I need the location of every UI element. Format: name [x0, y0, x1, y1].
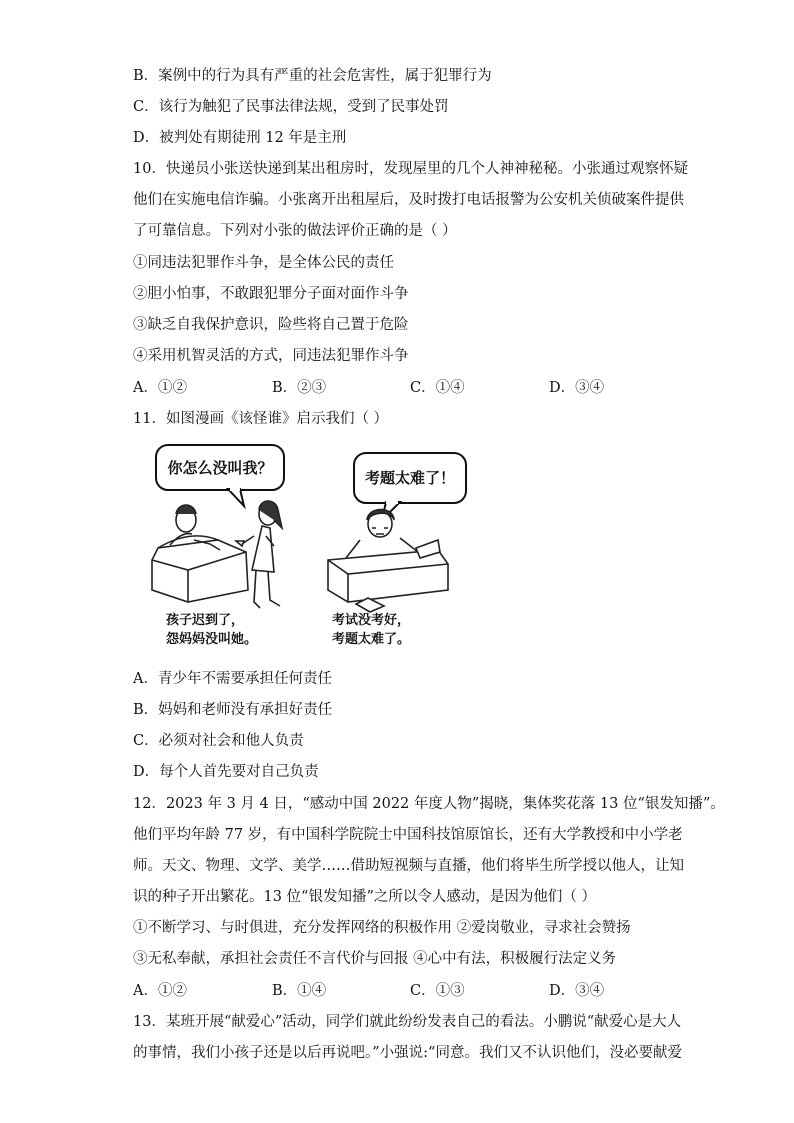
q11-option-a: A．青少年不需要承担任何责任	[133, 671, 332, 687]
bubble-left-text: 你怎么没叫我？	[167, 459, 273, 477]
q10-statement-4: ④采用机智灵活的方式，同违法犯罪作斗争	[133, 348, 409, 364]
speech-bubble-left	[156, 445, 284, 506]
q9-option-c: C．该行为触犯了民事法律法规，受到了民事处罚	[133, 99, 449, 115]
q12-stem-line-1: 12．2023 年 3 月 4 日，“感动中国 2022 年度人物”揭晓，集体奖花落 13 位“银发知播”。	[133, 796, 725, 812]
q13-stem-line-2: 的事情，我们小孩子还是以后再说吧。”小强说:“同意。我们又不认识他们，没必要献爱	[133, 1045, 682, 1061]
q11-option-b: B．妈妈和老师没有承担好责任	[133, 702, 333, 718]
caption-right-line-1: 考试没考好，	[332, 613, 411, 628]
q9-option-d: D．被判处有期徒刑 12 年是主刑	[133, 130, 347, 146]
q10-statement-1: ①同违法犯罪作斗争，是全体公民的责任	[133, 255, 394, 271]
q10-option-a: A．①②	[133, 380, 187, 396]
q12-option-a: A．①②	[133, 983, 187, 999]
speech-bubble-right	[354, 453, 466, 520]
q12-statements-3-4: ③无私奉献，承担社会责任不言代价与回报 ④心中有法，积极履行法定义务	[133, 951, 617, 967]
q12-stem-line-2: 他们平均年龄 77 岁，有中国科学院院士中国科技馆原馆长，还有大学教授和中小学老	[133, 827, 683, 843]
right-scene-drawing	[328, 510, 448, 613]
q10-statement-2: ②胆小怕事，不敢跟犯罪分子面对面作斗争	[133, 286, 409, 302]
q10-option-b: B．②③	[272, 380, 327, 396]
q11-option-d: D．每个人首先要对自己负责	[133, 764, 319, 780]
q12-option-d: D．③④	[549, 983, 605, 999]
q9-option-b: B．案例中的行为具有严重的社会危害性，属于犯罪行为	[133, 68, 492, 84]
q12-option-b: B．①④	[272, 983, 327, 999]
q12-stem-line-4: 识的种子开出繁花。13 位“银发知播”之所以令人感动，是因为他们（ ）	[133, 889, 596, 905]
q10-stem-line-2: 他们在实施电信诈骗。小张离开出租屋后，及时拨打电话报警为公安机关侦破案件提供	[133, 192, 684, 208]
q10-statement-3: ③缺乏自我保护意识，险些将自己置于危险	[133, 317, 409, 333]
left-scene-drawing	[152, 501, 282, 608]
q12-option-c: C．①③	[410, 983, 465, 999]
q12-stem-line-3: 师。天文、物理、文学、美学……借助短视频与直播，他们将毕生所学授以他人，让知	[133, 858, 684, 874]
q10-stem-line-1: 10．快递员小张送快递到某出租房时，发现屋里的几个人神神秘秘。小张通过观察怀疑	[133, 161, 688, 177]
q13-stem-line-1: 13．某班开展“献爱心”活动，同学们就此纷纷发表自己的看法。小鹏说“献爱心是大人	[133, 1014, 682, 1030]
caption-left-line-1: 孩子迟到了，	[166, 613, 245, 628]
caption-right-line-2: 考题太难了。	[332, 632, 411, 647]
bubble-right-text: 考题太难了！	[364, 469, 456, 487]
q10-option-d: D．③④	[549, 380, 605, 396]
q10-stem-line-3: 了可靠信息。下列对小张的做法评价正确的是（ ）	[133, 223, 457, 239]
caption-left-line-2: 怨妈妈没叫她。	[166, 632, 258, 647]
q11-stem: 11．如图漫画《该怪谁》启示我们（ ）	[133, 411, 389, 427]
q11-option-c: C．必须对社会和他人负责	[133, 733, 304, 749]
comic-illustration	[148, 440, 478, 655]
q12-statements-1-2: ①不断学习、与时俱进，充分发挥网络的积极作用 ②爱岗敬业，寻求社会赞扬	[133, 920, 631, 936]
q10-option-c: C．①④	[410, 380, 465, 396]
